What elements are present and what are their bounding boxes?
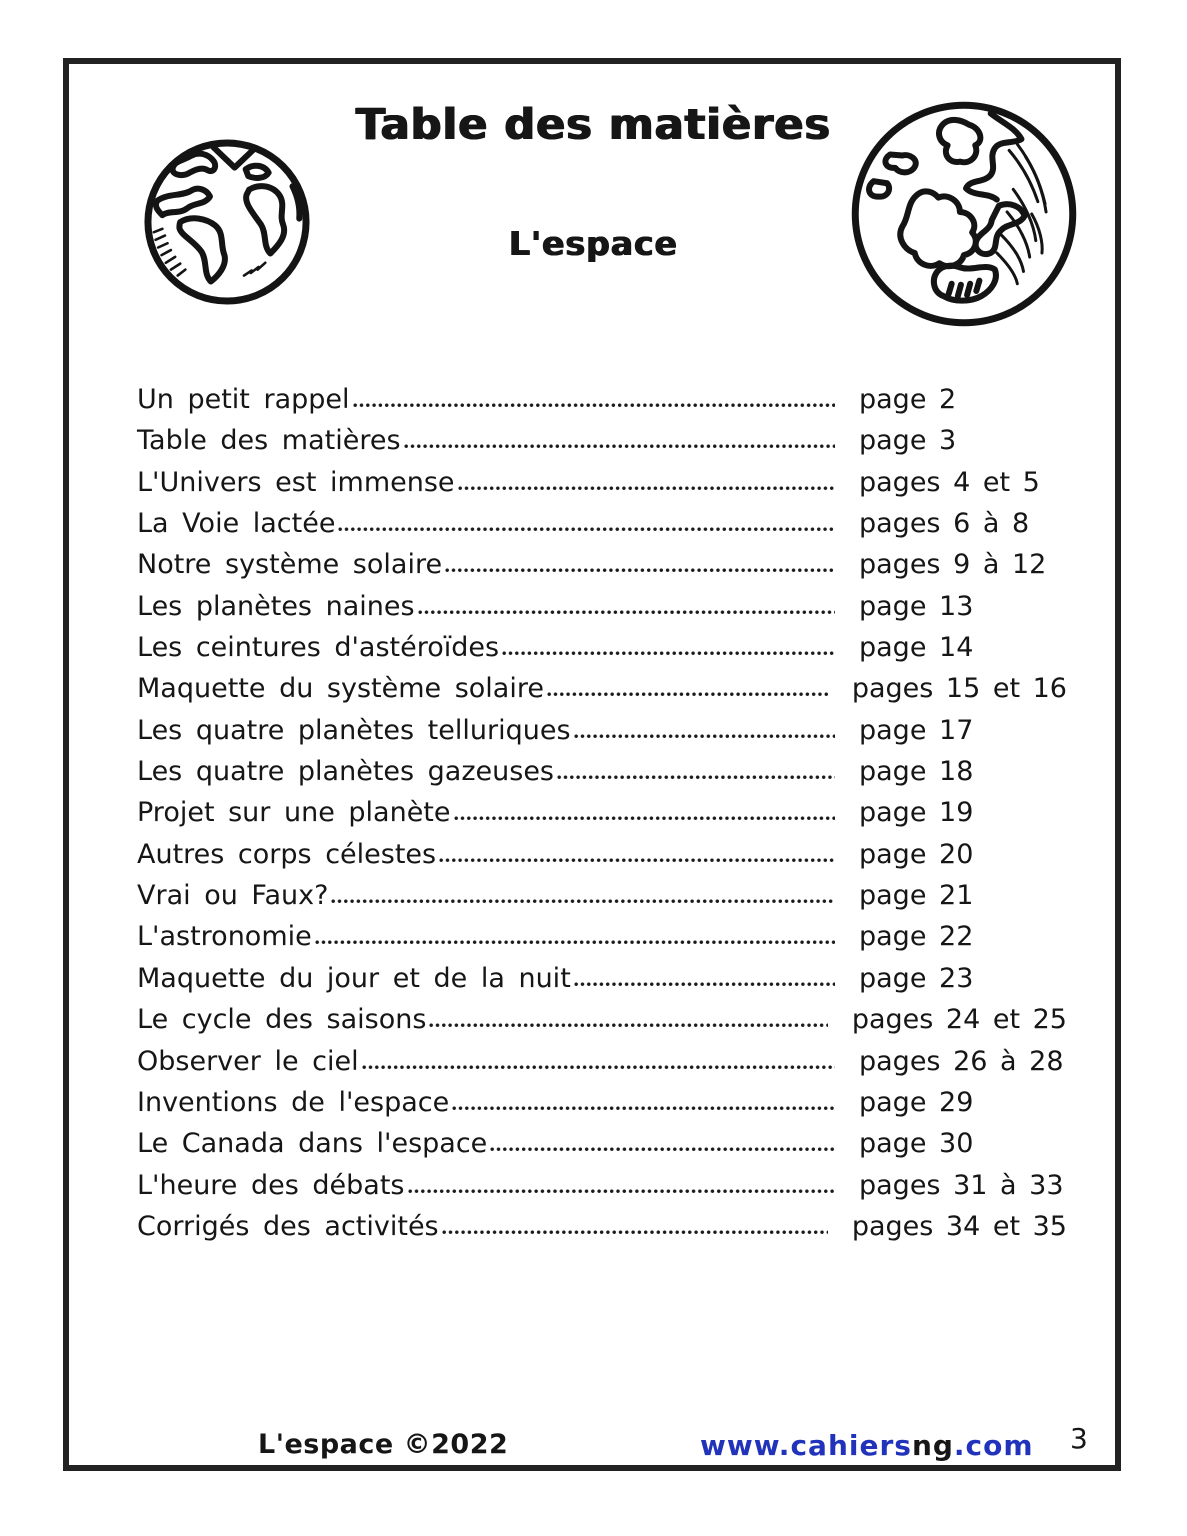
toc-entry-page: pages 15 et 16 xyxy=(851,673,1067,705)
toc-entry-label: Maquette du système solaire xyxy=(137,673,544,705)
toc-entry-page: pages 24 et 25 xyxy=(851,1004,1067,1036)
toc-entry xyxy=(137,792,1067,833)
toc-entry-page: pages 26 à 28 xyxy=(859,1045,1064,1077)
website-suffix: .com xyxy=(953,1429,1034,1462)
dot-leader xyxy=(445,568,835,573)
toc-entry-page: page 17 xyxy=(859,714,974,746)
toc-entry xyxy=(137,1165,1067,1206)
toc-entry-label: Le Canada dans l'espace xyxy=(137,1128,488,1160)
dot-leader xyxy=(362,1065,835,1070)
dot-leader xyxy=(331,899,835,904)
dot-leader xyxy=(557,775,835,780)
dot-leader xyxy=(502,651,835,656)
toc-entry-page: pages 31 à 33 xyxy=(859,1169,1064,1201)
toc-entry-label: Vrai ou Faux? xyxy=(137,880,329,912)
toc-entry xyxy=(137,544,1067,585)
dot-leader xyxy=(452,1106,835,1111)
toc-entry-label: Autres corps célestes xyxy=(137,838,437,870)
dot-leader xyxy=(574,982,835,987)
toc-entry-page: page 30 xyxy=(859,1128,974,1160)
toc-entry-label: Les planètes naines xyxy=(137,590,415,622)
toc-entry-label: L'heure des débats xyxy=(137,1169,405,1201)
toc-entry-page: page 19 xyxy=(859,797,974,829)
footer-website-link[interactable] xyxy=(700,1429,1034,1462)
toc-entry-label: Maquette du jour et de la nuit xyxy=(137,962,571,994)
dot-leader xyxy=(458,486,835,491)
toc-entry-page: page 18 xyxy=(859,756,974,788)
toc-entry xyxy=(137,958,1067,999)
toc-entry-label: Un petit rappel xyxy=(137,384,350,415)
dot-leader xyxy=(418,610,835,615)
toc-entry xyxy=(137,834,1067,875)
website-highlight: ng xyxy=(911,1429,954,1462)
toc-entry-label: Les quatre planètes gazeuses xyxy=(137,756,554,788)
toc-entry-page: pages 6 à 8 xyxy=(859,508,1030,540)
toc-entry-page: pages 9 à 12 xyxy=(859,549,1047,581)
dot-leader xyxy=(547,692,828,697)
toc-entry-label: L'astronomie xyxy=(137,921,312,953)
dot-leader xyxy=(353,403,836,408)
toc-entry-page: page 21 xyxy=(859,880,974,912)
toc-entry-label: Notre système solaire xyxy=(137,549,443,581)
toc-entry xyxy=(137,586,1067,627)
dot-leader xyxy=(454,816,835,821)
toc-entry-page: page 22 xyxy=(859,921,974,953)
table-of-contents xyxy=(137,379,1067,1247)
dot-leader xyxy=(574,734,835,739)
dot-leader xyxy=(429,1023,827,1028)
toc-entry xyxy=(137,420,1067,461)
toc-entry-page: page 13 xyxy=(859,590,974,622)
toc-entry-label: Les ceintures d'astéroïdes xyxy=(137,632,500,664)
toc-entry-label: Les quatre planètes telluriques xyxy=(137,714,571,746)
toc-entry-label: Projet sur une planète xyxy=(137,797,451,829)
earth-icon xyxy=(142,136,312,308)
toc-entry xyxy=(137,751,1067,792)
toc-entry-page: page 20 xyxy=(859,838,974,870)
page-subtitle: L'espace xyxy=(509,224,678,263)
toc-entry xyxy=(137,668,1067,709)
dot-leader xyxy=(404,444,835,449)
toc-entry xyxy=(137,503,1067,544)
page-title: Table des matières xyxy=(355,100,832,150)
footer-copyright: L'espace ©2022 xyxy=(258,1429,509,1460)
page-number: 3 xyxy=(1070,1422,1088,1455)
toc-entry xyxy=(137,875,1067,916)
toc-entry-page: page 23 xyxy=(859,962,974,994)
toc-entry-label: Table des matières xyxy=(137,425,401,457)
toc-entry-label: Observer le ciel xyxy=(137,1045,359,1077)
toc-entry-page: page 2 xyxy=(859,384,957,415)
website-prefix: www.cahiers xyxy=(700,1429,912,1462)
dot-leader xyxy=(315,940,835,945)
dot-leader xyxy=(338,527,835,532)
toc-entry xyxy=(137,627,1067,668)
toc-entry-label: Le cycle des saisons xyxy=(137,1004,427,1036)
toc-entry xyxy=(137,916,1067,957)
toc-entry-label: Corrigés des activités xyxy=(137,1210,439,1242)
dot-leader xyxy=(442,1230,828,1235)
toc-entry-page: pages 4 et 5 xyxy=(859,466,1040,498)
toc-entry xyxy=(137,999,1067,1040)
toc-entry xyxy=(137,462,1067,503)
toc-entry-page: page 3 xyxy=(859,425,957,457)
planet-icon xyxy=(845,90,1083,338)
toc-entry-page: page 29 xyxy=(859,1086,974,1118)
dot-leader xyxy=(439,858,835,863)
dot-leader xyxy=(408,1189,836,1194)
toc-entry xyxy=(137,1041,1067,1082)
toc-entry xyxy=(137,710,1067,751)
toc-entry xyxy=(137,1206,1067,1247)
toc-entry-label: Inventions de l'espace xyxy=(137,1086,450,1118)
toc-entry-label: La Voie lactée xyxy=(137,508,336,540)
toc-entry-page: page 14 xyxy=(859,632,974,664)
dot-leader xyxy=(490,1147,835,1152)
toc-entry-page: pages 34 et 35 xyxy=(851,1210,1067,1242)
toc-entry xyxy=(137,379,1067,420)
toc-entry xyxy=(137,1082,1067,1123)
toc-entry xyxy=(137,1123,1067,1164)
toc-entry-label: L'Univers est immense xyxy=(137,466,455,498)
